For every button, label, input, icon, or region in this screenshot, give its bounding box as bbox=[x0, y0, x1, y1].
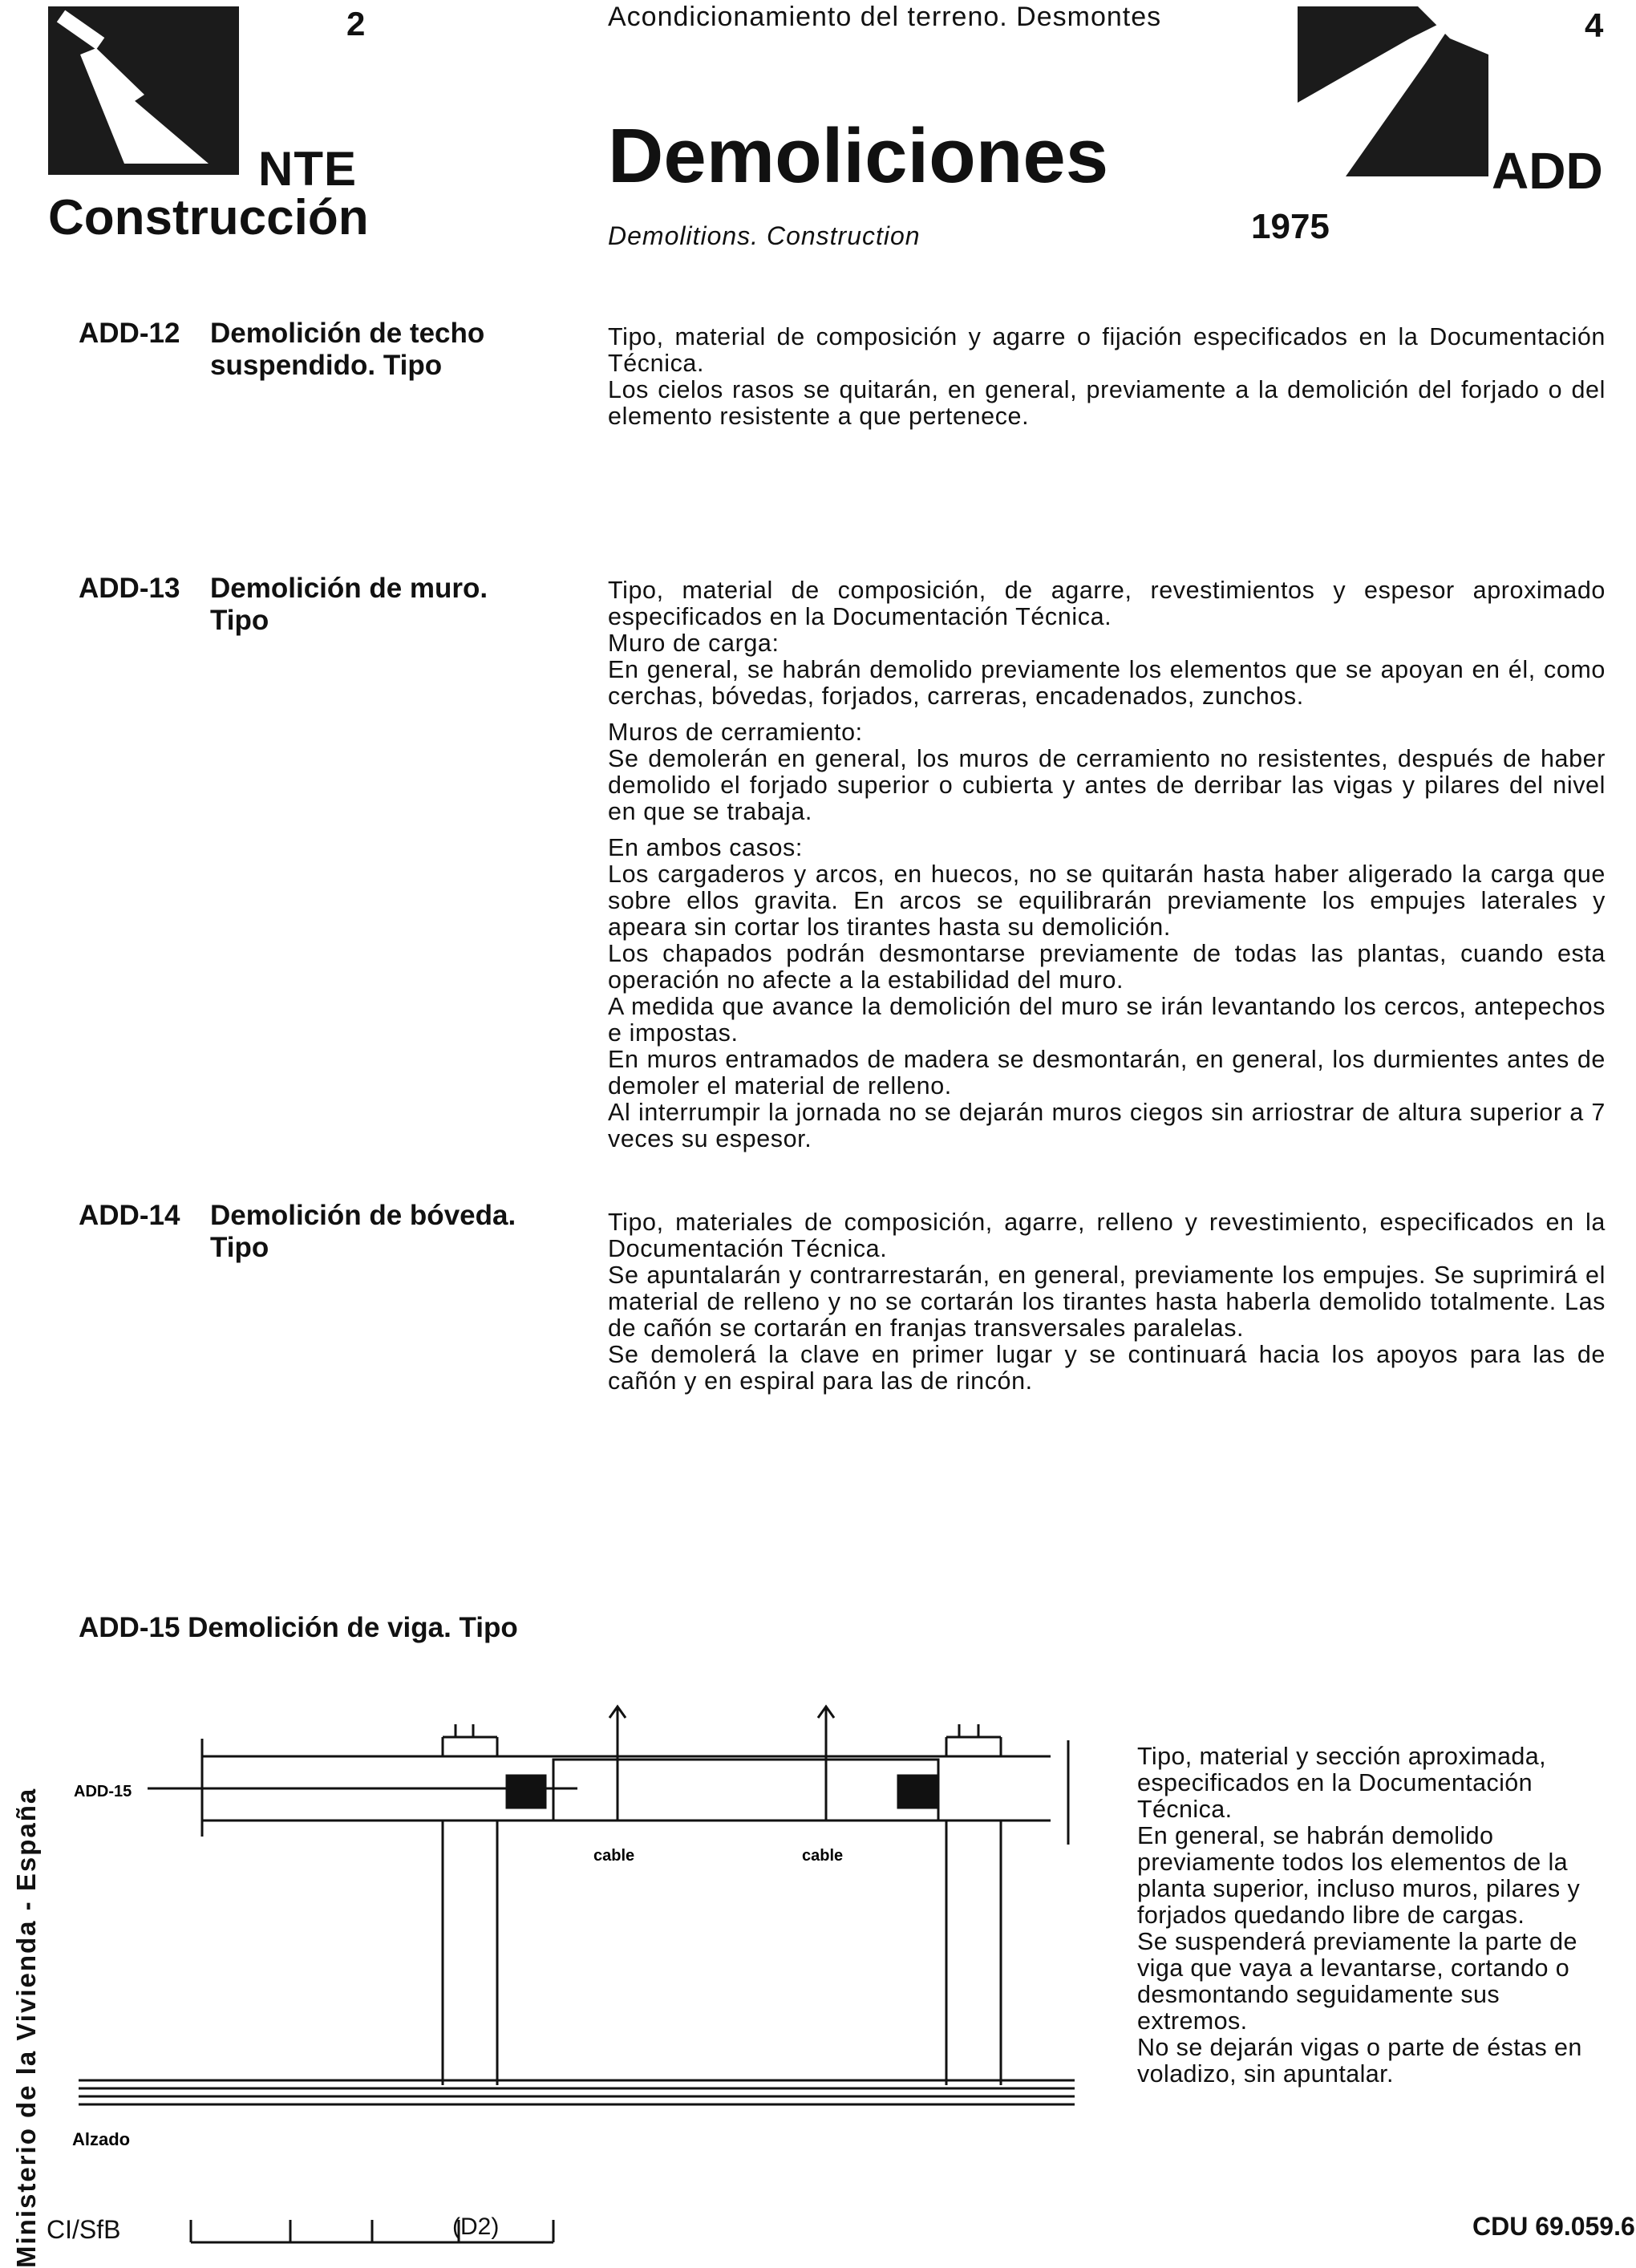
section-heading: Demolición de techo suspendido. Tipo bbox=[210, 318, 485, 381]
doc-year: 1975 bbox=[1251, 207, 1330, 246]
section-paragraph: En ambos casos: Los cargaderos y arcos, en huecos, no se quitarán hasta haber aligerado la carga que sobre ellos gravita. En arcos se equilibrarán previamente los empujes laterales y apeara sin cortar los tirantes hasta su demolición. Los chapados podrán desmontarse previamente de todas las plantas, cuando esta operación no afecte a la estabilidad del muro. A medida que avance la demolición del muro se irán levantando los cercos, antepechos e impostas. En muros entramados de madera se desmontarán, en general, los durmientes antes de demoler el material de relleno. Al interrumpir la jornada no se dejarán muros ciegos sin arriostrar de altura superior a 7 veces su espesor. bbox=[608, 834, 1606, 1152]
cable-label: cable bbox=[802, 1847, 844, 1865]
section-body bbox=[608, 324, 1606, 439]
section-heading: Demolición de bóveda. Tipo bbox=[210, 1200, 516, 1263]
section-paragraph: Muros de cerramiento: Se demolerán en general, los muros de cerramiento no resistentes, después de haber demolido el forjado superior o cubierta y antes de derribar las vigas y pilares del nivel en que se trabaja. bbox=[608, 719, 1606, 825]
cdu-label: CDU 69.059.6 bbox=[1472, 2212, 1635, 2241]
section-code: ADD-14 bbox=[79, 1200, 180, 1231]
section-body bbox=[608, 577, 1606, 1162]
trowel-icon bbox=[48, 6, 239, 175]
section-code: ADD-13 bbox=[79, 573, 180, 604]
section-paragraph: Tipo, material de composición, de agarre, revestimientos y espesor aproximado especificados en la Documentación Técnica. Muro de carga: En general, se habrán demolido previamente los elementos que se apoyan en él, como cerchas, bóvedas, forjados, carreras, encadenados, zunchos. bbox=[608, 577, 1606, 710]
add-logo bbox=[1298, 6, 1488, 176]
nte-logo bbox=[48, 6, 239, 175]
page-number-right: 4 bbox=[1585, 6, 1604, 44]
section-heading: Demolición de muro. Tipo bbox=[210, 573, 488, 636]
view-label: Alzado bbox=[72, 2129, 131, 2149]
cable-label: cable bbox=[593, 1847, 635, 1865]
page-subtitle: Demolitions. Construction bbox=[608, 221, 921, 250]
cisfb-code: (D2) bbox=[452, 2213, 500, 2240]
beam-demolition-drawing bbox=[48, 1692, 1091, 2173]
section-paragraph: Tipo, material de composición y agarre o fijación especificados en la Documentación Técnica. Los cielos rasos se quitarán, en general, previamente a la demolición del forjado o del elemento resistente a que pertenece. bbox=[608, 323, 1606, 430]
topic-label: Acondicionamiento del terreno. Desmontes bbox=[608, 2, 1162, 32]
page-title: Demoliciones bbox=[608, 113, 1109, 199]
section-heading: ADD-15 Demolición de viga. Tipo bbox=[79, 1612, 518, 1643]
drawing-pointer-label: ADD-15 bbox=[74, 1783, 132, 1800]
cisfb-box-grid bbox=[188, 2217, 557, 2244]
cisfb-label: CI/SfB bbox=[47, 2215, 121, 2244]
section-code: ADD-12 bbox=[79, 318, 180, 349]
category-label: Construcción bbox=[48, 190, 369, 245]
page-number-left: 2 bbox=[346, 5, 366, 43]
pickaxe-icon bbox=[1298, 6, 1488, 176]
section-body: Tipo, material y sección aproximada, especificados en la Documentación Técnica. En general, se habrán demolido previamente todos los elementos de la planta superior, incluso muros, pilares y forjados quedando libre de cargas. Se suspenderá previamente la parte de viga que vaya a levantarse, cortando o desmontando seguidamente sus extremos. No se dejarán vigas o parte de éstas en voladizo, sin apuntalar. bbox=[1137, 1743, 1582, 2088]
section-paragraph: Tipo, materiales de composición, agarre, relleno y revestimiento, especificados en la Documentación Técnica. Se apuntalarán y contrarrestarán, en general, previamente los empujes. Se suprimirá el material de relleno y no se cortarán los tirantes hasta haberla demolido totalmente. Las de cañón se cortarán en franjas transversales paralelas. Se demolerá la clave en primer lugar y se continuará hacia los apoyos para las de cañón y en espiral para las de rincón. bbox=[608, 1209, 1606, 1395]
series-label: NTE bbox=[258, 142, 357, 196]
section-body bbox=[608, 1209, 1606, 1404]
ministry-label: Ministerio de la Vivienda - España bbox=[11, 1787, 41, 2268]
doc-code: ADD bbox=[1492, 142, 1603, 200]
